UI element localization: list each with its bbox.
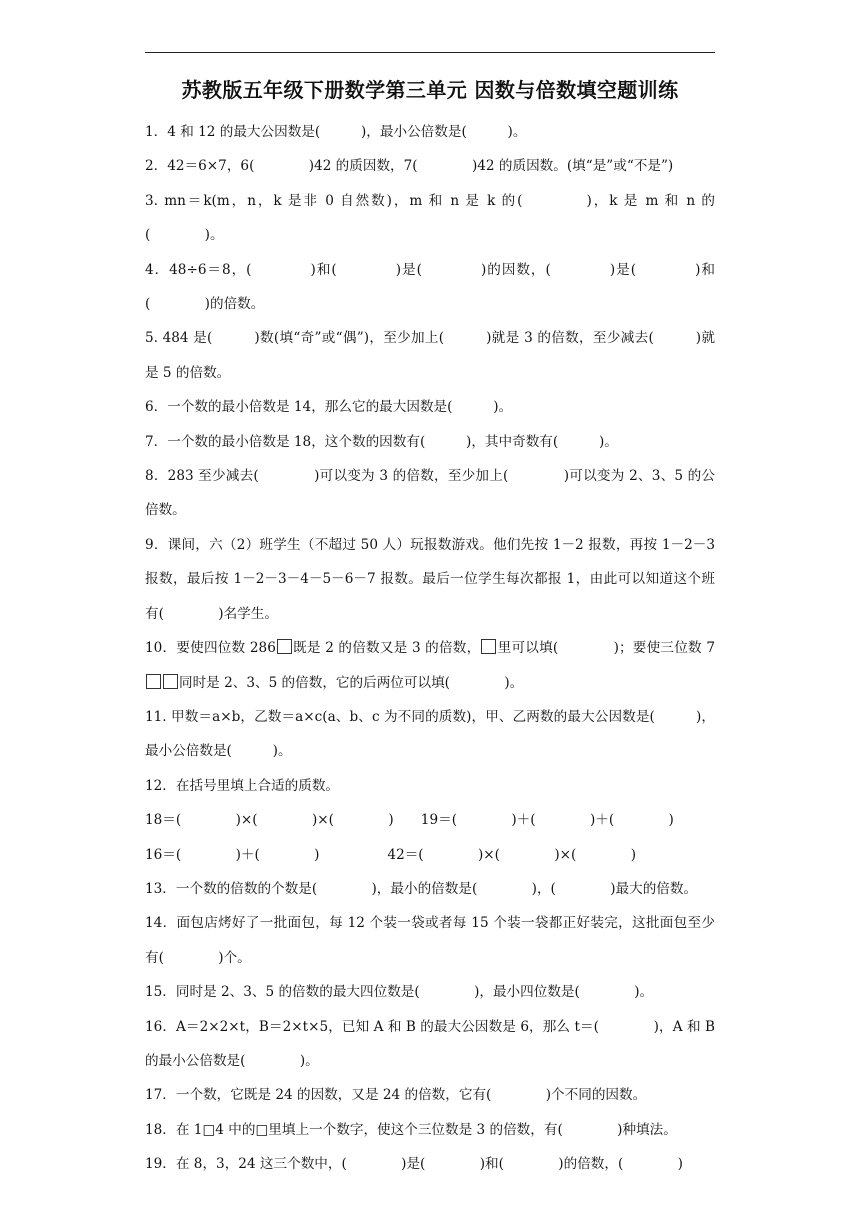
question-list — [145, 115, 715, 1182]
document-title: 苏教版五年级下册数学第三单元 因数与倍数填空题训练 — [181, 78, 679, 102]
question-10-part-b: 既是 2 的倍数又是 3 的倍数， — [292, 640, 481, 657]
question-19: 19．在 8，3，24 这三个数中，( )是( )和( )的倍数，( ) — [145, 1156, 683, 1173]
question-4: 4．48÷6＝8，( )和( )是( )的因数，( )是( )和( )的倍数。 — [145, 261, 715, 313]
blank-box — [277, 639, 292, 654]
question-12: 12．在括号里填上合适的质数。 — [145, 777, 340, 794]
question-12-row-2: 16＝( )＋( ) 42＝( )×( )×( ) — [145, 846, 637, 863]
question-8: 8．283 至少减去( )可以变为 3 的倍数，至少加上( )可以变为 2、3、5 的公倍数。 — [145, 468, 715, 519]
question-5: 5. 484 是( )数(填“奇”或“偶”)，至少加上( )就是 3 的倍数，至少减去( )就是 5 的倍数。 — [145, 330, 715, 381]
question-12-row-1: 18＝( )×( )×( ) 19＝( )＋( )＋( ) — [145, 812, 674, 829]
question-6: 6．一个数的最小倍数是 14，那么它的最大因数是( )。 — [145, 399, 513, 416]
question-13: 13．一个数的倍数的个数是( )，最小的倍数是( )，( )最大的倍数。 — [145, 880, 698, 897]
question-14: 14．面包店烤好了一批面包，每 12 个装一袋或者每 15 个装一袋都正好装完，这批面包至少有( )个。 — [145, 915, 715, 966]
blank-box — [481, 639, 496, 654]
question-18: 18．在 1□4 中的□里填上一个数字，使这个三位数是 3 的倍数，有( )种填法。 — [145, 1121, 677, 1138]
question-17: 17．一个数，它既是 24 的因数，又是 24 的倍数，它有( )个不同的因数。 — [145, 1087, 647, 1104]
question-11: 11. 甲数＝a×b，乙数＝a×c(a、b、c 为不同的质数)，甲、乙两数的最大公因数是( )，最小公倍数是( )。 — [145, 708, 715, 760]
question-10 — [145, 631, 715, 700]
question-10-part-d: 同时是 2、3、5 的倍数，它的后两位可以填( )。 — [179, 674, 524, 691]
question-10-part-c: 里可以填( )；要使三位数 7 — [497, 640, 715, 657]
question-3: 3. mn＝k(m，n，k 是非 0 自然数)，m 和 n 是 k 的( )，k 是 m 和 n 的( )。 — [145, 192, 715, 244]
blank-box — [146, 674, 161, 689]
question-15: 15．同时是 2、3、5 的倍数的最大四位数是( )，最小四位数是( )。 — [145, 984, 654, 1001]
question-1: 1．4 和 12 的最大公因数是( )，最小公倍数是( )。 — [145, 124, 527, 140]
question-2: 2．42＝6×7，6( )42 的质因数，7( )42 的质因数。(填“是”或“不是”) — [145, 158, 674, 175]
question-10-part-a: 10．要使四位数 286 — [145, 640, 276, 657]
blank-box — [163, 674, 178, 689]
question-9: 9．课间，六（2）班学生（不超过 50 人）玩报数游戏。他们先按 1－2 报数，再按 1－2－3 报数，最后按 1－2－3－4－5－6－7 报数。最后一位学生每次都报 1，由此可以知道这个班有( )名学生。 — [145, 536, 715, 622]
question-7: 7．一个数的最小倍数是 18，这个数的因数有( )，其中奇数有( )。 — [145, 433, 618, 450]
top-rule — [145, 52, 715, 53]
question-16: 16．A＝2×2×t，B＝2×t×5，已知 A 和 B 的最大公因数是 6，那么 t＝( )，A 和 B 的最小公倍数是( )。 — [145, 1018, 715, 1069]
